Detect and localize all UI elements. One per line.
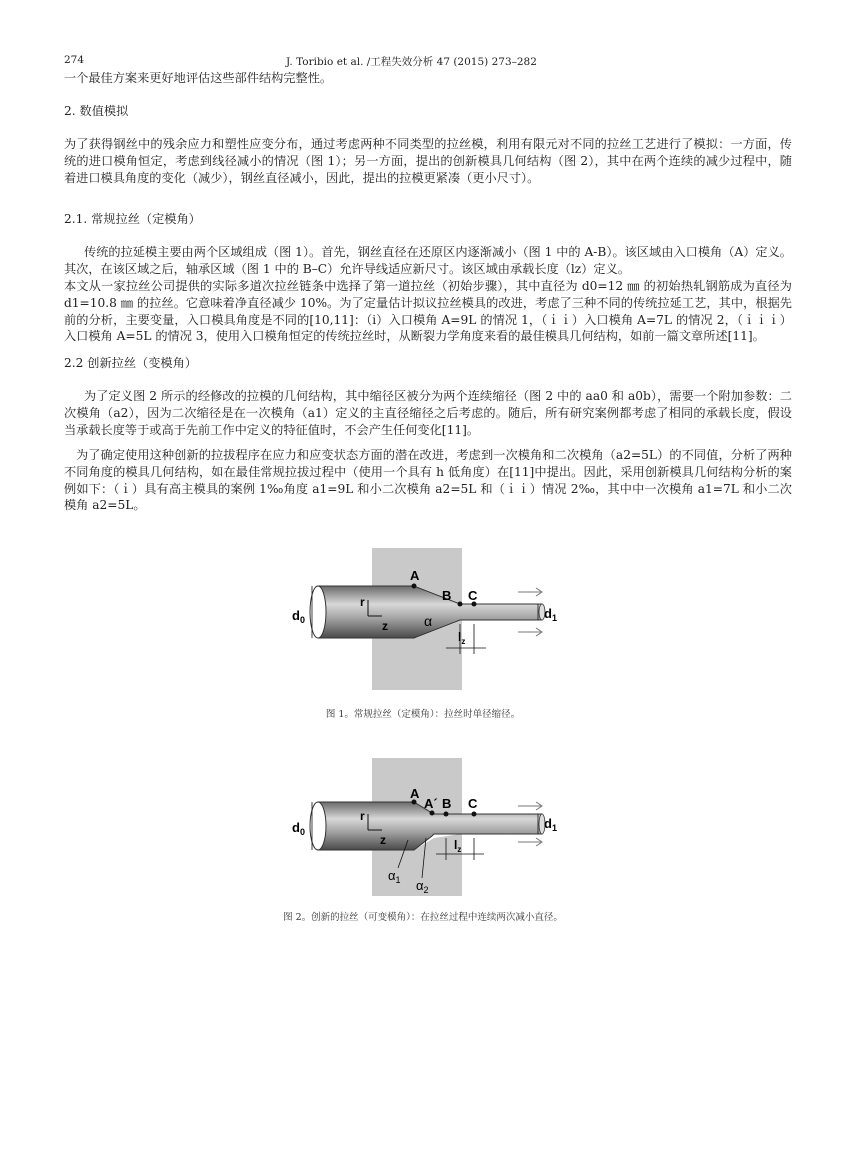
journal-citation: J. Toribio et al. /工程失效分析 47 (2015) 273–282 — [286, 56, 537, 68]
figure-1-diagram — [280, 544, 580, 694]
section-2-2-paragraph-2: 为了确定使用这种创新的拉拔程序在应力和应变状态方面的潜在改进，考虑到一次模角和二次模角（a2=5L）的不同值，分析了两种不同角度的模具几何结构，如在最佳常规拉拔过程中（使用一个具有 h 低角度）在[11]中提出。因此，采用创新模具几何结构分析的案例如下：（ｉ）具有高主模具的案例 1‰角度 a1=9L 和小二次模角 a2=5L 和（ｉｉ）情况 2‰，其中中一次模角 a1=7L 和小二次模角 a2=5L。 — [64, 448, 792, 513]
label-r: r — [360, 809, 365, 823]
label-lz-subscript: z — [457, 845, 462, 854]
label-alpha1-subscript: 1 — [395, 875, 401, 885]
label-alpha2: α — [416, 878, 424, 893]
svg-text:d0 — [292, 608, 305, 625]
section-2-1-paragraph-1: 传统的拉延模主要由两个区域组成（图 1）。首先，钢丝直径在还原区内逐渐减小（图 1 中的 A-B）。该区域由入口模角（A）定义。其次，在该区域之后，轴承区域（图 1 中的 B–C）允许导线适应新尺寸。该区域由承载长度（lz）定义。 — [64, 245, 792, 276]
label-d1: d — [544, 606, 552, 621]
point-c — [472, 812, 477, 817]
label-a: A — [410, 786, 420, 801]
section-2-paragraph: 为了获得钢丝中的残余应力和塑性应变分布，通过考虑两种不同类型的拉丝模，利用有限元对不同的拉丝工艺进行了模拟：一方面，传统的进口模角恒定，考虑到线径减小的情况（图 1）；另一方面，提出的创新模具几何结构（图 2），其中在两个连续的减少过程中，随着进口模具角度的变化（减少），钢丝直径减小，因此，提出的拉模更紧凑（更小尺寸）。 — [64, 137, 792, 185]
label-d1: d — [544, 816, 552, 831]
label-d0: d — [292, 608, 300, 623]
draw-direction-arrow — [518, 628, 542, 636]
label-lz: l — [454, 838, 458, 852]
svg-text:d1 — [544, 606, 557, 623]
draw-direction-arrow-top — [518, 802, 542, 810]
label-b: B — [442, 796, 452, 811]
section-2-heading: 2. 数值模拟 — [64, 104, 129, 118]
page-number: 274 — [64, 54, 85, 66]
figure-1-caption: 图 1。常规拉丝（定模角）：拉丝时单径缩径。 — [325, 709, 521, 720]
draw-direction-arrow-top — [518, 588, 542, 596]
label-b: B — [442, 588, 452, 603]
section-2-2-paragraph-1: 为了定义图 2 所示的经修改的拉模的几何结构，其中缩径区被分为两个连续缩径（图 2 中的 aa0 和 a0b），需要一个附加参数：二次模角（a2），因为二次缩径是在一次模角（a1）定义的主直径缩径之后考虑的。随后，所有研究案例都考虑了相同的承载长度，假设当承载长度等于或高于先前工作中定义的特征值时，不会产生任何变化[11]。 — [64, 389, 792, 437]
label-a-prime: A´ — [424, 796, 438, 811]
svg-text:d0 — [292, 820, 305, 837]
label-alpha2-subscript: 2 — [423, 885, 429, 895]
intro-line: 一个最佳方案来更好地评估这些部件结构完整性。 — [64, 71, 333, 85]
label-d1-subscript: 1 — [551, 613, 557, 623]
point-b — [444, 812, 449, 817]
label-z: z — [382, 619, 388, 633]
point-b — [458, 602, 463, 607]
section-2-1-heading: 2.1. 常规拉丝（定模角） — [64, 212, 201, 226]
label-a: A — [410, 568, 420, 583]
point-a-prime — [430, 811, 435, 816]
wire — [318, 586, 542, 638]
label-z: z — [380, 833, 386, 847]
figure-2-diagram — [280, 756, 580, 898]
label-d0-subscript: 0 — [299, 615, 305, 625]
label-c: C — [468, 588, 478, 603]
label-alpha1: α — [388, 868, 396, 883]
label-d0-subscript: 0 — [299, 827, 305, 837]
svg-text:d1 — [544, 816, 557, 833]
section-2-2-heading: 2.2 创新拉丝（变模角） — [64, 356, 197, 370]
label-alpha: α — [424, 613, 433, 629]
label-c: C — [468, 796, 478, 811]
label-r: r — [360, 595, 365, 609]
label-d1-subscript: 1 — [551, 823, 557, 833]
label-lz: l — [458, 630, 462, 644]
figure-2-caption: 图 2。创新的拉丝（可变模角）：在拉丝过程中连续两次减小直径。 — [283, 912, 563, 923]
label-d0: d — [292, 820, 300, 835]
section-2-1-paragraph-2: 本文从一家拉丝公司提供的实际多道次拉丝链条中选择了第一道拉丝（初始步骤），其中直径为 d0=12 ㎜ 的初始热轧钢筋成为直径为 d1=10.8 ㎜ 的拉丝。它意味着净直径减少 10%。为了定量估计拟议拉丝模具的改进，考虑了三种不同的传统拉延工艺，其中，根据先前的分析，主要变量，入口模具角度是不同的[10,11]：（i）入口模角 A=9L 的情况 1，（ｉｉ）入口模角 A=7L 的情况 2，（ｉｉｉ）入口模角 A=5L 的情况 3，使用入口模角恒定的传统拉丝时，从断裂力学角度来看的最佳模具几何结构，如前一篇文章所述[11]。 — [64, 279, 792, 344]
point-a — [412, 584, 417, 589]
label-lz-subscript: z — [461, 637, 466, 646]
draw-direction-arrow — [518, 838, 542, 846]
